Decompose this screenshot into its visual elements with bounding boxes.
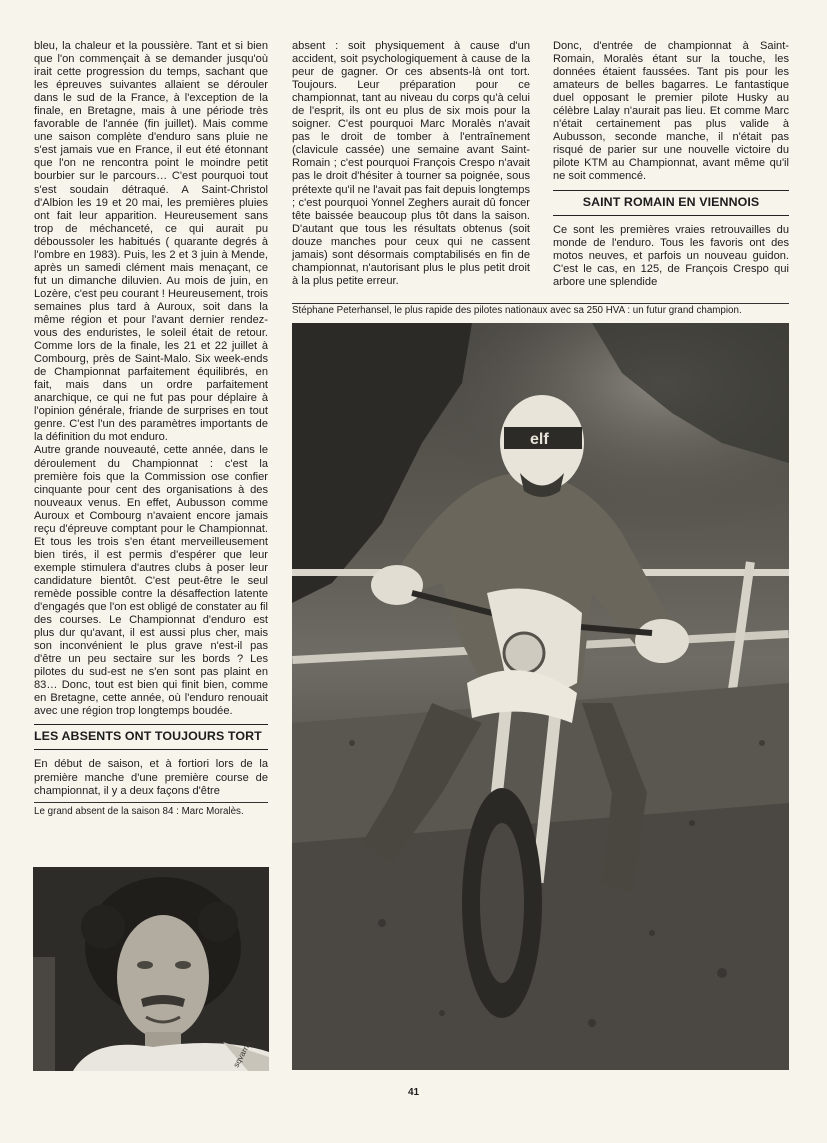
article-column-1: [34, 40, 268, 818]
photo-caption-morales: Le grand absent de la saison 84 : Marc Moralès.: [34, 802, 268, 818]
section-heading-absents: LES ABSENTS ONT TOUJOURS TORT: [34, 724, 268, 750]
article-column-3: [553, 40, 789, 289]
body-paragraph: Donc, d'entrée de championnat à Saint-Romain, Moralès étant sur la touche, les données étaient faussées. Tant pis pour les amateurs de belles bagarres. Le fantastique duel opposant le premier pilote Husky au célèbre Lalay n'aurait pas lieu. Et comme Marc n'était certainement pas plus valide à Aubusson, seconde manche, il n'était pas risqué de parier sur une nouvelle victoire du pilote KTM au Championnat, avant même qu'il ne soit commencé.: [553, 40, 789, 183]
body-paragraph: Ce sont les premières vraies retrouvailles du monde de l'enduro. Tous les favoris ont des motos neuves, et parfois un nouveau guidon. C'est le cas, en 125, de François Crespo qui arbore une splendide: [553, 223, 789, 288]
section-heading-saint-romain: SAINT ROMAIN EN VIENNOIS: [553, 190, 789, 216]
article-column-2: [292, 40, 530, 288]
body-paragraph: En début de saison, et à fortiori lors de la première manche d'une première course de championnat, il y a deux façons d'être: [34, 758, 268, 797]
helmet-logo: elf: [530, 431, 549, 448]
portrait-illustration: [33, 867, 269, 1071]
photo-caption-peterhansel: Stéphane Peterhansel, le plus rapide des pilotes nationaux avec sa 250 HVA : un futur grand champion.: [292, 303, 789, 317]
shirt-logo: sqvarna: [231, 1039, 253, 1069]
body-paragraph: absent : soit physiquement à cause d'un accident, soit psychologiquement à cause de la peur de gagner. Or ces absents-là ont tort. Toujours. Leur préparation pour ce championnat, tant au niveau du corps qu'à celui de l'esprit, ils ont eu plus de six mois pour la soigner. C'est pourquoi Marc Moralès n'avait pas le droit de tomber à l'entraînement (clavicule cassée) une semaine avant Saint-Romain ; c'est pourquoi François Crespo n'avait pas le droit d'hésiter à tourner sa poignée, sous prétexte qu'il ne l'avait pas fait depuis longtemps ; c'est pourquoi Yonnel Zeghers aurait dû foncer tête baissée beaucoup plus tôt dans la saison. D'autant que tous les résultats obtenus (soit douze manches pour ceux qui ne cassent jamais) sont désormais comptabilisés en fin de championnat, n'autorisant plus le plus petit droit à la plus petite erreur.: [292, 40, 530, 287]
page-number: 41: [407, 1087, 420, 1098]
marc-morales-portrait-photo: [33, 867, 269, 1071]
motocross-rider-photo: [292, 323, 789, 1070]
motocross-rider-illustration: [292, 323, 789, 1070]
body-paragraph: bleu, la chaleur et la poussière. Tant et si bien que l'on commençait à se demander jusqu'où irait cette progression du temps, sachant que les épreuves suivantes allaient se dérouler dans le sud de la France, à l'exception de la finale, en Bretagne, mais à une période très favorable de l'année (fin juillet). Mais comme une saison complète d'enduro sans pluie ne s'est jamais vue en France, il eut été étonnant que l'on ne rencontra point le moindre petit bourbier sur le parcours… C'est pourquoi tout s'est soudain détraqué. A Saint-Christol d'Albion les 19 et 20 mai, les premières pluies ont fait leur apparition. Heureusement sans trop de méchanceté, ce qui aurait pu déboussoler les habitués ( quarante degrés à l'ombre en 1983). Puis, les 2 et 3 juin à Mende, après un samedi clément mais menaçant, ce fut un dimanche diluvien. Au mois de juin, en Lozère, c'est peu courant ! Heureusement, trois semaines plus tard à Auroux, soit dans la même région et pour l'avant dernier rendez-vous des enduristes, le soleil était de retour. Comme lors de la finale, les 21 et 22 juillet à Combourg, près de Saint-Malo. Six week-ends de Championnat parfaitement équilibrés, en fait, mais dans un ordre parfaitement anarchique, ce qui ne fut pas pour déplaire à l'opinion générale, friande de surprises en tout genre. C'est l'un des paramètres importants de la définition du mot enduro.: [34, 40, 268, 444]
body-paragraph: Autre grande nouveauté, cette année, dans le déroulement du Championnat : c'est la première fois que la Commission ose confier cinquante pour cent des organisations à des nouveaux venus. En effet, Aubusson comme Auroux et Combourg n'avaient encore jamais reçu d'épreuve comptant pour le Championnat. Et tous les trois s'en étant merveilleusement bien tirés, il est permis d'espérer que leur exemple stimulera d'autres clubs à poser leur candidature bientôt. C'est peut-être le seul remède possible contre la désaffection latente d'engagés que l'on est obligé de constater au fil des courses. Le Championnat d'enduro est plus dur qu'avant, il est aussi plus cher, mais son inconvénient le plus grave n'est-il pas d'être un peu sectaire sur les bords ? Les pilotes du sud-est ne s'en sont pas plaint en 83… Donc, tout est bien qui finit bien, comme en Bretagne, cette année, où l'enduro renouait avec une région trop longtemps boudée.: [34, 444, 268, 718]
